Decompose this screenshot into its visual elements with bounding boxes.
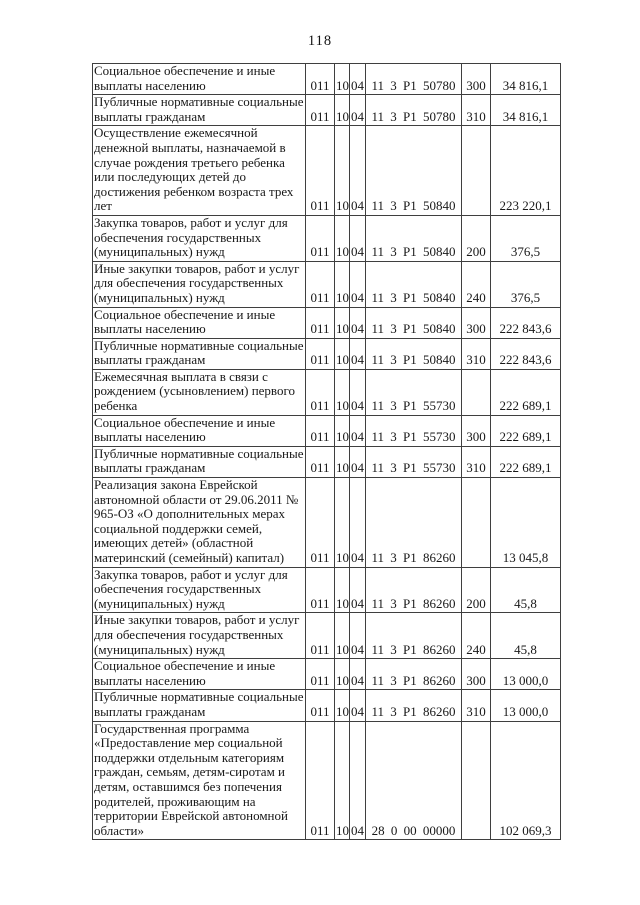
amount-cell: 222 843,6: [491, 307, 561, 338]
amount-cell: 222 689,1: [491, 369, 561, 415]
section-code-cell: 10: [335, 478, 350, 568]
expense-type-code-cell: 300: [462, 307, 491, 338]
section-code-cell: 10: [335, 567, 350, 613]
subsection-code-cell: 04: [350, 369, 366, 415]
expense-type-code-cell: 310: [462, 446, 491, 477]
subsection-code-cell: 04: [350, 126, 366, 216]
description-cell: Иные закупки товаров, работ и услуг для обеспечения государственных (муниципальных) нужд: [93, 261, 306, 307]
description-cell: Иные закупки товаров, работ и услуг для обеспечения государственных (муниципальных) нужд: [93, 613, 306, 659]
expense-type-code-cell: 240: [462, 613, 491, 659]
grbs-code-cell: 011: [306, 338, 335, 369]
subsection-code-cell: 04: [350, 446, 366, 477]
amount-cell: 376,5: [491, 215, 561, 261]
target-article-code-cell: 11 3 Р1 50840: [366, 261, 462, 307]
description-cell: Закупка товаров, работ и услуг для обеспечения государственных (муниципальных) нужд: [93, 215, 306, 261]
subsection-code-cell: 04: [350, 567, 366, 613]
grbs-code-cell: 011: [306, 478, 335, 568]
target-article-code-cell: 11 3 Р1 86260: [366, 567, 462, 613]
expense-type-code-cell: 310: [462, 95, 491, 126]
amount-cell: 34 816,1: [491, 95, 561, 126]
section-code-cell: 10: [335, 215, 350, 261]
subsection-code-cell: 04: [350, 659, 366, 690]
target-article-code-cell: 11 3 Р1 86260: [366, 478, 462, 568]
grbs-code-cell: 011: [306, 659, 335, 690]
subsection-code-cell: 04: [350, 307, 366, 338]
amount-cell: 34 816,1: [491, 64, 561, 95]
section-code-cell: 10: [335, 659, 350, 690]
subsection-code-cell: 04: [350, 215, 366, 261]
section-code-cell: 10: [335, 721, 350, 840]
target-article-code-cell: 11 3 Р1 50840: [366, 338, 462, 369]
section-code-cell: 10: [335, 126, 350, 216]
subsection-code-cell: 04: [350, 95, 366, 126]
table-row: [93, 369, 561, 415]
subsection-code-cell: 04: [350, 415, 366, 446]
subsection-code-cell: 04: [350, 64, 366, 95]
grbs-code-cell: 011: [306, 215, 335, 261]
section-code-cell: 10: [335, 95, 350, 126]
grbs-code-cell: 011: [306, 446, 335, 477]
target-article-code-cell: 11 3 Р1 55730: [366, 415, 462, 446]
table-row: [93, 567, 561, 613]
amount-cell: 102 069,3: [491, 721, 561, 840]
subsection-code-cell: 04: [350, 261, 366, 307]
subsection-code-cell: 04: [350, 478, 366, 568]
grbs-code-cell: 011: [306, 690, 335, 721]
expense-type-code-cell: [462, 721, 491, 840]
grbs-code-cell: 011: [306, 415, 335, 446]
target-article-code-cell: 11 3 Р1 86260: [366, 659, 462, 690]
expense-type-code-cell: 200: [462, 567, 491, 613]
section-code-cell: 10: [335, 613, 350, 659]
amount-cell: 13 000,0: [491, 659, 561, 690]
table-row: [93, 95, 561, 126]
target-article-code-cell: 11 3 Р1 55730: [366, 369, 462, 415]
table-row: [93, 64, 561, 95]
table-row: [93, 261, 561, 307]
amount-cell: 45,8: [491, 613, 561, 659]
target-article-code-cell: 11 3 Р1 50840: [366, 215, 462, 261]
amount-cell: 45,8: [491, 567, 561, 613]
table-row: [93, 338, 561, 369]
table-row: [93, 659, 561, 690]
grbs-code-cell: 011: [306, 64, 335, 95]
target-article-code-cell: 11 3 Р1 86260: [366, 613, 462, 659]
expense-type-code-cell: 240: [462, 261, 491, 307]
amount-cell: 223 220,1: [491, 126, 561, 216]
grbs-code-cell: 011: [306, 126, 335, 216]
amount-cell: 222 843,6: [491, 338, 561, 369]
description-cell: Социальное обеспечение и иные выплаты населению: [93, 415, 306, 446]
section-code-cell: 10: [335, 261, 350, 307]
description-cell: Закупка товаров, работ и услуг для обеспечения государственных (муниципальных) нужд: [93, 567, 306, 613]
description-cell: Публичные нормативные социальные выплаты гражданам: [93, 95, 306, 126]
budget-table-body: [93, 64, 561, 840]
description-cell: Социальное обеспечение и иные выплаты населению: [93, 659, 306, 690]
description-cell: Публичные нормативные социальные выплаты гражданам: [93, 690, 306, 721]
grbs-code-cell: 011: [306, 261, 335, 307]
grbs-code-cell: 011: [306, 613, 335, 659]
expense-type-code-cell: [462, 126, 491, 216]
expense-type-code-cell: 300: [462, 64, 491, 95]
expense-type-code-cell: 300: [462, 415, 491, 446]
table-row: [93, 690, 561, 721]
budget-table: [92, 63, 561, 840]
expense-type-code-cell: 300: [462, 659, 491, 690]
target-article-code-cell: 28 0 00 00000: [366, 721, 462, 840]
expense-type-code-cell: [462, 369, 491, 415]
section-code-cell: 10: [335, 690, 350, 721]
section-code-cell: 10: [335, 446, 350, 477]
section-code-cell: 10: [335, 338, 350, 369]
expense-type-code-cell: 200: [462, 215, 491, 261]
grbs-code-cell: 011: [306, 369, 335, 415]
table-row: [93, 446, 561, 477]
description-cell: Публичные нормативные социальные выплаты гражданам: [93, 338, 306, 369]
page-number: 118: [307, 33, 333, 49]
target-article-code-cell: 11 3 Р1 50840: [366, 126, 462, 216]
table-row: [93, 126, 561, 216]
section-code-cell: 10: [335, 64, 350, 95]
table-row: [93, 307, 561, 338]
grbs-code-cell: 011: [306, 567, 335, 613]
description-cell: Осуществление ежемесячной денежной выплаты, назначаемой в случае рождения третьего ребенка или последующих детей до достижения ребенком возраста трех лет: [93, 126, 306, 216]
expense-type-code-cell: 310: [462, 338, 491, 369]
description-cell: Государственная программа «Предоставление мер социальной поддержки отдельным категориям граждан, семьям, детям-сиротам и детям, оставшимся без попечения родителей, проживающим на территории Еврейской автономной области»: [93, 721, 306, 840]
description-cell: Публичные нормативные социальные выплаты гражданам: [93, 446, 306, 477]
grbs-code-cell: 011: [306, 95, 335, 126]
amount-cell: 222 689,1: [491, 415, 561, 446]
table-row: [93, 415, 561, 446]
section-code-cell: 10: [335, 369, 350, 415]
section-code-cell: 10: [335, 415, 350, 446]
table-row: [93, 478, 561, 568]
table-row: [93, 721, 561, 840]
expense-type-code-cell: 310: [462, 690, 491, 721]
target-article-code-cell: 11 3 Р1 50840: [366, 307, 462, 338]
target-article-code-cell: 11 3 Р1 50780: [366, 95, 462, 126]
target-article-code-cell: 11 3 Р1 55730: [366, 446, 462, 477]
grbs-code-cell: 011: [306, 721, 335, 840]
description-cell: Социальное обеспечение и иные выплаты населению: [93, 307, 306, 338]
amount-cell: 13 045,8: [491, 478, 561, 568]
amount-cell: 13 000,0: [491, 690, 561, 721]
table-row: [93, 215, 561, 261]
subsection-code-cell: 04: [350, 721, 366, 840]
target-article-code-cell: 11 3 Р1 50780: [366, 64, 462, 95]
subsection-code-cell: 04: [350, 690, 366, 721]
target-article-code-cell: 11 3 Р1 86260: [366, 690, 462, 721]
description-cell: Социальное обеспечение и иные выплаты населению: [93, 64, 306, 95]
table-row: [93, 613, 561, 659]
description-cell: Реализация закона Еврейской автономной области от 29.06.2011 № 965-ОЗ «О дополнительных мерах социальной поддержки семей, имеющих детей» (областной материнский (семейный) капитал): [93, 478, 306, 568]
amount-cell: 376,5: [491, 261, 561, 307]
subsection-code-cell: 04: [350, 338, 366, 369]
subsection-code-cell: 04: [350, 613, 366, 659]
section-code-cell: 10: [335, 307, 350, 338]
expense-type-code-cell: [462, 478, 491, 568]
amount-cell: 222 689,1: [491, 446, 561, 477]
description-cell: Ежемесячная выплата в связи с рождением (усыновлением) первого ребенка: [93, 369, 306, 415]
grbs-code-cell: 011: [306, 307, 335, 338]
